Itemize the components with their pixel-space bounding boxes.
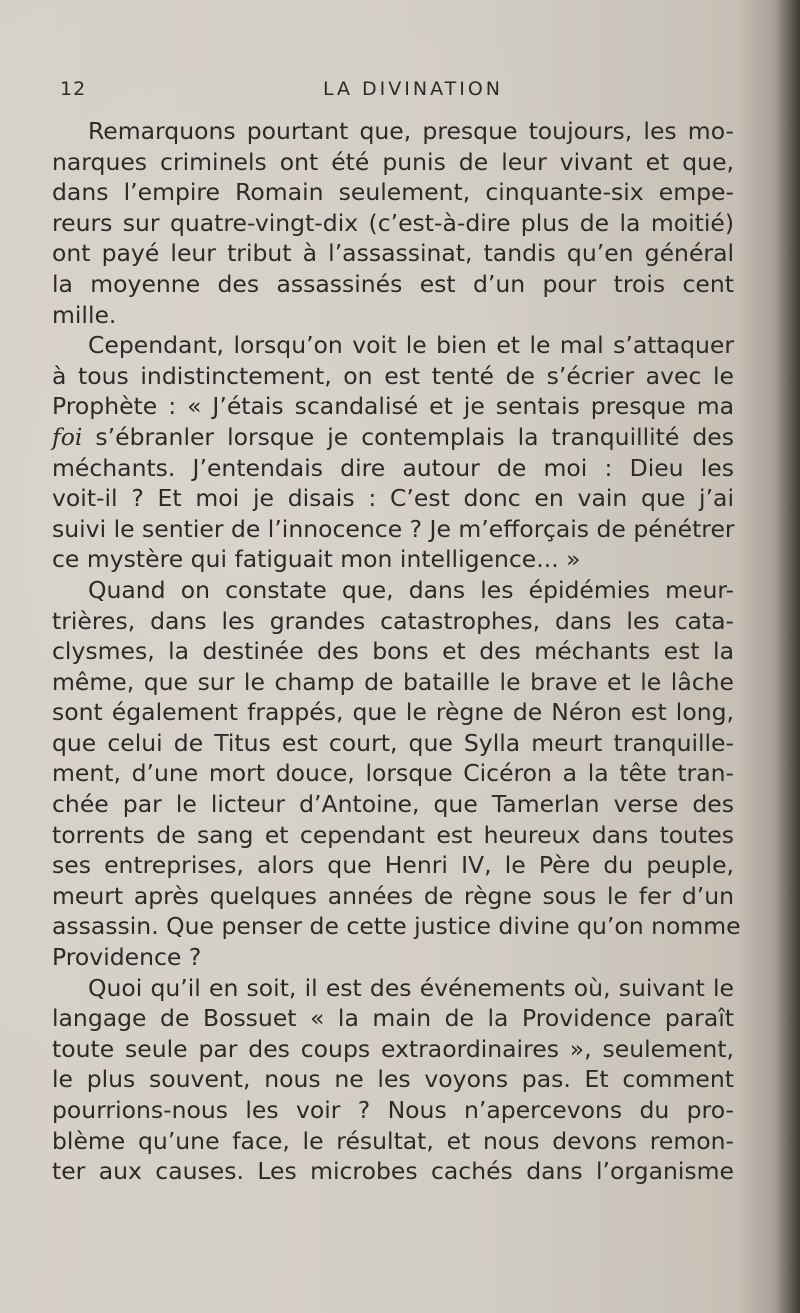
text-line [52,177,734,208]
line-text: ont payé leur tribut à l’assassinat, tandis qu’en général [52,239,734,268]
text-line [52,208,734,239]
line-text: que celui de Titus est court, que Sylla meurt tranquille- [52,728,734,757]
line-text: pourrions-nous les voir ? Nous n’apercevons du pro- [52,1096,734,1124]
line-text: langage de Bossuet « la main de la Providence paraît [52,1004,734,1033]
text-line [52,453,734,484]
text-line [52,911,741,942]
line-text: ter aux causes. Les microbes cachés dans l’organisme [52,1157,734,1186]
line-text: suivi le sentier de l’innocence ? Je m’efforçais de pénétrer [52,514,735,543]
line-text: toute seule par des coups extraordinaires », seulement, [52,1034,734,1063]
text-line [52,116,734,147]
line-text: mille. [52,300,117,329]
page-edge-shadow [774,0,800,1313]
text-line [52,483,734,514]
text-line [52,300,734,331]
text-line [52,544,734,575]
line-text: assassin. Que penser de cette justice divine qu’on nomme [52,912,741,941]
text-line [52,269,734,300]
line-text: Providence ? [52,943,202,972]
line-text: le plus souvent, nous ne les voyons pas. Et comment [52,1065,734,1094]
line-text: voit-il ? Et moi je disais : C’est donc en vain que j’ai [52,484,734,513]
text-line [52,330,734,361]
line-text: s’ébranler lorsque je contemplais la tranquillité des [82,422,734,451]
line-text: reurs sur quatre-vingt-dix (c’est-à-dire plus de la moitié) [52,208,734,237]
page-number: 12 [60,78,87,100]
text-line [52,667,734,698]
line-text: ment, d’une mort douce, lorsque Cicéron a la tête tran- [52,759,734,788]
line-text: torrents de sang et cependant est heureux dans toutes [52,820,734,849]
line-text: à tous indistinctement, on est tenté de s’écrier avec le [52,361,734,390]
line-text: trières, dans les grandes catastrophes, dans les cata- [52,606,734,635]
line-text: blème qu’une face, le résultat, et nous devons remon- [52,1126,734,1155]
line-text: la moyenne des assassinés est d’un pour trois cent [52,269,734,298]
text-line [52,514,734,545]
text-line [52,1034,734,1065]
text-line [52,606,734,637]
line-text: méchants. J’entendais dire autour de moi : Dieu les [52,453,734,482]
line-text: Quoi qu’il en soit, il est des événements où, suivant le [88,973,734,1002]
text-line [52,1003,734,1034]
italic-word: foi [52,422,83,451]
text-line [52,1156,734,1187]
line-text: Cependant, lorsqu’on voit le bien et le mal s’attaquer [88,331,734,360]
text-line [52,1064,734,1095]
text-line [52,973,734,1004]
text-line [52,361,734,392]
running-title: LA DIVINATION [322,78,503,100]
line-text: même, que sur le champ de bataille le brave et le lâche [52,667,734,696]
page-header [52,78,734,108]
line-text: meurt après quelques années de règne sous le fer d’un [52,881,734,910]
text-line [52,728,734,759]
line-text: ce mystère qui fatiguait mon intelligence... » [52,545,581,574]
line-text: clysmes, la destinée des bons et des méchants est la [52,637,734,666]
line-text: Remarquons pourtant que, presque toujours, les mo- [88,117,734,145]
text-line [52,422,734,453]
line-text: chée par le licteur d’Antoine, que Tamerlan verse des [52,790,734,819]
line-text: Quand on constate que, dans les épidémies meur- [88,575,734,604]
text-line [52,850,734,881]
text-line [52,238,734,269]
text-line [52,636,734,667]
text-line [52,147,734,178]
text-line [52,391,734,422]
text-line [52,575,734,606]
text-line [52,697,734,728]
line-text: narques criminels ont été punis de leur vivant et que, [52,147,734,176]
body-text [52,116,741,1187]
line-text: sont également frappés, que le règne de Néron est long, [52,698,734,727]
text-line [52,820,734,851]
line-text: Prophète : « J’étais scandalisé et je sentais presque ma [52,392,734,421]
text-line [52,789,734,820]
text-line [52,881,734,912]
text-line [52,942,734,973]
text-line [52,1126,734,1157]
line-text: ses entreprises, alors que Henri IV, le Père du peuple, [52,851,734,880]
text-line [52,758,734,789]
text-line [52,1095,734,1126]
line-text: dans l’empire Romain seulement, cinquante-six empe- [52,178,734,207]
